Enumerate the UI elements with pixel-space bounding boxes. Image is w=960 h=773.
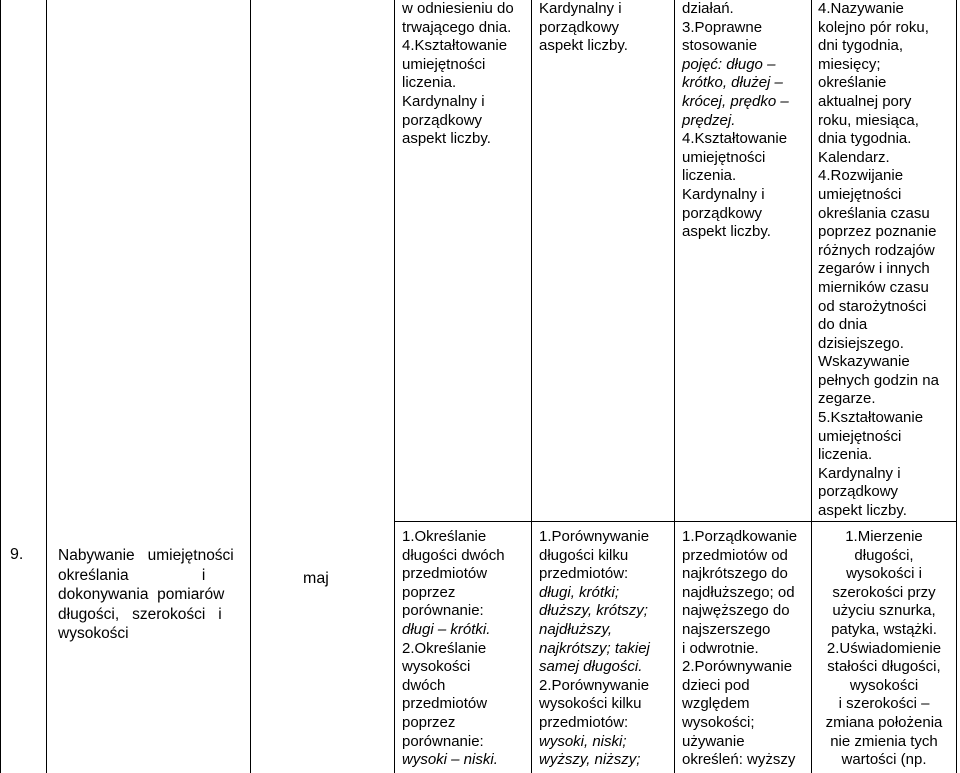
text-line: aspekt liczby. bbox=[539, 37, 628, 55]
table-border-left bbox=[0, 0, 1, 773]
month-cell bbox=[303, 570, 329, 589]
text-line: 4.Kształtowanie bbox=[402, 37, 508, 55]
text-line: długości kilku bbox=[539, 546, 629, 564]
text-line: wysokości i bbox=[846, 565, 922, 583]
col-a-top-cell bbox=[402, 0, 514, 149]
text-line: umiejętności bbox=[818, 185, 902, 203]
text-line: wysokości; bbox=[682, 713, 755, 731]
text-line: przedmiotów: bbox=[539, 565, 629, 583]
text-line: od starożytności bbox=[818, 297, 927, 315]
text-line: umiejętności bbox=[818, 427, 902, 445]
column-divider bbox=[674, 0, 675, 773]
text-line: zegarów i innych bbox=[818, 260, 930, 278]
text-line: aspekt liczby. bbox=[818, 502, 907, 520]
text-line: względem bbox=[682, 695, 750, 713]
text-line: porządkowy bbox=[539, 18, 620, 36]
text-line: kolejno pór roku, bbox=[818, 18, 929, 36]
column-divider bbox=[250, 0, 251, 773]
text-line: porządkowy bbox=[402, 111, 483, 129]
col-b-bottom-cell bbox=[539, 528, 650, 770]
text-line: mierników czasu bbox=[818, 278, 929, 296]
text-line: przedmiotów bbox=[402, 565, 488, 583]
text-line: poprzez bbox=[402, 583, 456, 601]
topic-line: dokonywania pomiarów bbox=[58, 586, 225, 604]
text-line: najkrótszego do bbox=[682, 565, 788, 583]
text-line: zegarze. bbox=[818, 390, 876, 408]
text-line: określeń: wyższy bbox=[682, 751, 796, 769]
text-line: poprzez bbox=[402, 713, 456, 731]
text-line: 2.Porównywanie bbox=[682, 658, 793, 676]
text-line: przedmiotów od bbox=[682, 546, 788, 564]
topic-cell bbox=[58, 546, 234, 644]
text-line: i odwrotnie. bbox=[682, 639, 759, 657]
text-line: wysokości bbox=[402, 658, 471, 676]
text-line: najkrótszy; takiej bbox=[539, 639, 650, 657]
text-line: umiejętności bbox=[682, 148, 766, 166]
text-line: długi, krótki; bbox=[539, 583, 620, 601]
text-line: 1.Mierzenie bbox=[845, 528, 923, 545]
text-line: najdłuższy, bbox=[539, 620, 613, 638]
text-line: 1.Porównywanie bbox=[539, 528, 650, 545]
column-divider bbox=[46, 0, 47, 773]
text-line: krótko, dłużej – bbox=[682, 74, 783, 92]
cell-divider bbox=[394, 521, 957, 522]
col-d-bottom-cell bbox=[812, 528, 956, 770]
text-line: dwóch bbox=[402, 676, 446, 694]
text-line: patyka, wstążki. bbox=[831, 620, 937, 638]
text-line: Kardynalny i bbox=[539, 0, 622, 17]
text-line: przedmiotów bbox=[402, 695, 488, 713]
text-line: Kardynalny i bbox=[682, 185, 765, 203]
col-c-bottom-cell bbox=[682, 528, 797, 770]
text-line: 2.Porównywanie bbox=[539, 676, 650, 694]
text-line: długi – krótki. bbox=[402, 620, 491, 638]
text-line: określanie bbox=[818, 74, 887, 92]
text-line: Kardynalny i bbox=[402, 92, 485, 110]
text-line: poprzez poznanie bbox=[818, 223, 937, 241]
text-line: wysoki, niski; bbox=[539, 732, 627, 750]
text-line: krócej, prędko – bbox=[682, 92, 789, 110]
text-line: stosowanie bbox=[682, 37, 758, 55]
text-line: nie zmienia tych bbox=[830, 732, 938, 750]
text-line: Kardynalny i bbox=[818, 464, 901, 482]
text-line: samej długości. bbox=[539, 658, 643, 676]
text-line: liczenia. bbox=[402, 74, 457, 92]
text-line: długości, bbox=[854, 546, 914, 564]
text-line: najszerszego bbox=[682, 620, 771, 638]
col-d-top-cell bbox=[818, 0, 939, 521]
text-line: miesięcy; bbox=[818, 55, 881, 73]
text-line: działań. bbox=[682, 0, 734, 17]
col-a-bottom-cell bbox=[402, 528, 505, 770]
text-line: wysoki – niski. bbox=[402, 751, 498, 769]
text-line: 4.Rozwijanie bbox=[818, 167, 904, 185]
text-line: 4.Nazywanie bbox=[818, 0, 904, 17]
text-line: użyciu sznurka, bbox=[832, 602, 936, 620]
text-line: wyższy, niższy; bbox=[539, 751, 641, 769]
text-line: dni tygodnia, bbox=[818, 37, 904, 55]
text-line: porządkowy bbox=[818, 483, 899, 501]
row-number bbox=[10, 546, 23, 565]
text-line: Wskazywanie bbox=[818, 353, 910, 371]
text-line: 1.Określanie bbox=[402, 528, 487, 545]
text-line: aktualnej pory bbox=[818, 92, 912, 110]
table-border-right bbox=[956, 0, 957, 773]
topic-line: określania i bbox=[58, 566, 206, 584]
text-line: umiejętności bbox=[402, 55, 486, 73]
text-line: liczenia. bbox=[682, 167, 737, 185]
text-line: i szerokości – bbox=[838, 695, 930, 713]
text-line: 3.Poprawne bbox=[682, 18, 763, 36]
text-line: określania czasu bbox=[818, 204, 930, 222]
text-line: porównanie: bbox=[402, 602, 484, 620]
text-line: 9. bbox=[10, 546, 24, 563]
text-line: najwęższego do bbox=[682, 602, 790, 620]
text-line: roku, miesiąca, bbox=[818, 111, 919, 129]
text-line: porównanie: bbox=[402, 732, 484, 750]
text-line: używanie bbox=[682, 732, 745, 750]
text-line: długości dwóch bbox=[402, 546, 505, 564]
column-divider bbox=[531, 0, 532, 773]
text-line: aspekt liczby. bbox=[682, 223, 771, 241]
text-line: 2.Uświadomienie bbox=[826, 639, 942, 657]
text-line: wysokości bbox=[849, 676, 919, 694]
text-line: pełnych godzin na bbox=[818, 371, 939, 389]
text-line: pojęć: długo – bbox=[682, 55, 776, 73]
text-line: Kalendarz. bbox=[818, 148, 890, 166]
text-line: różnych rodzajów bbox=[818, 241, 935, 259]
text-line: szerokości przy bbox=[832, 583, 936, 601]
col-b-top-cell bbox=[539, 0, 628, 56]
text-line: 1.Porządkowanie bbox=[682, 528, 798, 545]
text-line: 4.Kształtowanie bbox=[682, 130, 788, 148]
text-line: wartości (np. bbox=[841, 751, 927, 769]
text-line: do dnia bbox=[818, 316, 868, 334]
topic-line: Nabywanie umiejętności bbox=[58, 547, 234, 564]
text-line: dzisiejszego. bbox=[818, 334, 904, 352]
text-line: 2.Określanie bbox=[402, 639, 487, 657]
text-line: aspekt liczby. bbox=[402, 130, 491, 148]
text-line: przedmiotów: bbox=[539, 713, 629, 731]
col-c-top-cell bbox=[682, 0, 789, 242]
text-line: stałości długości, bbox=[827, 658, 941, 676]
text-line: dzieci pod bbox=[682, 676, 750, 694]
topic-line: wysokości bbox=[58, 625, 129, 643]
column-divider bbox=[394, 0, 395, 773]
text-line: zmiana położenia bbox=[825, 713, 943, 731]
text-line: porządkowy bbox=[682, 204, 763, 222]
text-line: 5.Kształtowanie bbox=[818, 409, 924, 427]
text-line: najdłuższego; od bbox=[682, 583, 795, 601]
topic-line: długości, szerokości i bbox=[58, 605, 222, 623]
text-line: wysokości kilku bbox=[539, 695, 642, 713]
text-line: dnia tygodnia. bbox=[818, 130, 912, 148]
text-line: dłuższy, krótszy; bbox=[539, 602, 648, 620]
text-line: maj bbox=[303, 570, 329, 587]
text-line: trwającego dnia. bbox=[402, 18, 512, 36]
text-line: prędzej. bbox=[682, 111, 736, 129]
text-line: w odniesieniu do bbox=[402, 0, 514, 17]
text-line: liczenia. bbox=[818, 446, 873, 464]
